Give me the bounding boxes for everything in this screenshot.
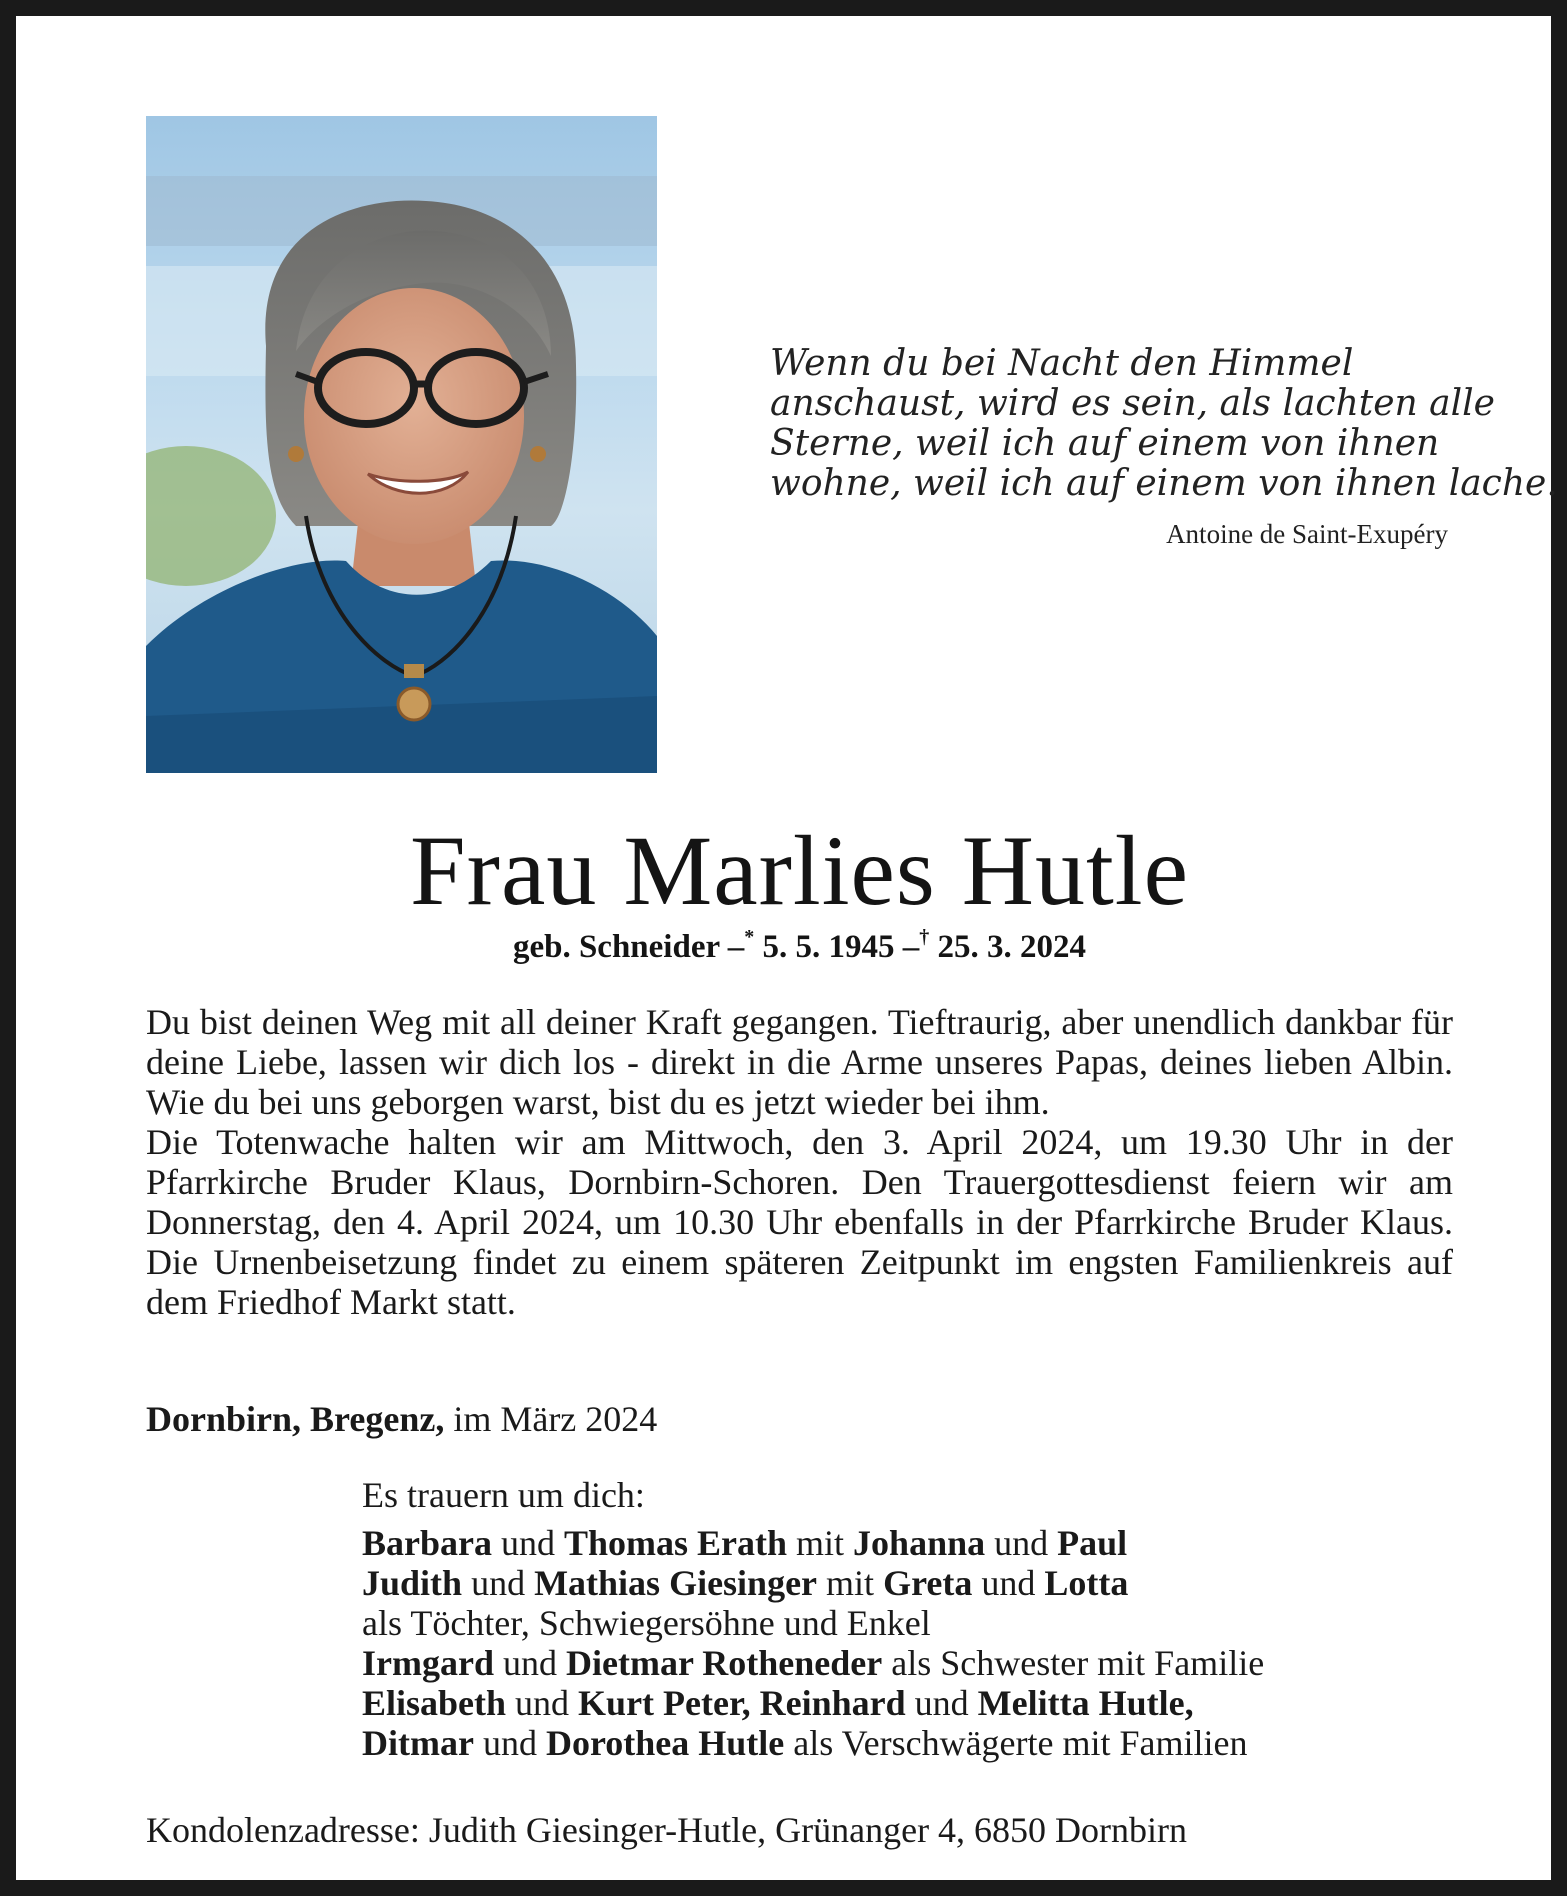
text-paragraph: Du bist deinen Weg mit all deiner Kraft gegangen. Tieftraurig, aber unendlich dankbar für deine Liebe, lassen wir dich los - direkt in die Arme unseres Papas, deines lieben Albin. Wie du bei uns geborgen warst, bist du es jetzt wieder bei ihm. bbox=[146, 1002, 1453, 1122]
mourners-row bbox=[362, 1523, 1462, 1563]
mourner-name: Johanna bbox=[853, 1523, 986, 1563]
obituary-text bbox=[146, 1002, 1453, 1322]
place-cities: Dornbirn, Bregenz, bbox=[146, 1399, 445, 1439]
mourner-name: Irmgard bbox=[362, 1643, 494, 1683]
portrait-image bbox=[146, 116, 657, 773]
mourners-intro: Es trauern um dich: bbox=[362, 1475, 645, 1515]
mourners-row bbox=[362, 1563, 1462, 1603]
mourners-row bbox=[362, 1683, 1462, 1723]
mourners-row bbox=[362, 1643, 1462, 1683]
death-symbol: † bbox=[919, 926, 930, 948]
connector: mit bbox=[826, 1563, 875, 1603]
quote-line: anschaust, wird es sein, als lachten alle bbox=[770, 383, 1495, 424]
mourner-name: Paul bbox=[1057, 1523, 1128, 1563]
mourner-name: Ditmar bbox=[362, 1723, 474, 1763]
quote-line: Wenn du bei Nacht den Himmel bbox=[770, 343, 1354, 384]
death-date: 25. 3. 2024 bbox=[937, 929, 1087, 965]
mourner-name: Thomas Erath bbox=[564, 1523, 788, 1563]
relation: als Verschwägerte mit Familien bbox=[793, 1723, 1248, 1763]
life-dates bbox=[16, 928, 1567, 966]
connector: und bbox=[994, 1523, 1049, 1563]
connector: und bbox=[502, 1643, 557, 1683]
quote-line: wohne, weil ich auf einem von ihnen lache. bbox=[770, 463, 1558, 504]
mourner-name: Kurt Peter, Reinhard bbox=[578, 1683, 906, 1723]
deceased-name: Frau Marlies Hutle bbox=[410, 815, 1189, 926]
birth-date: 5. 5. 1945 bbox=[762, 929, 895, 965]
quote-line: Sterne, weil ich auf einem von ihnen bbox=[770, 423, 1440, 464]
connector: und bbox=[515, 1683, 570, 1723]
birth-symbol: * bbox=[744, 926, 755, 948]
portrait-photo bbox=[146, 116, 657, 773]
quote-author: Antoine de Saint-Exupéry bbox=[1166, 519, 1448, 549]
text-paragraph: Die Totenwache halten wir am Mittwoch, den 3. April 2024, um 19.30 Uhr in der Pfarrkirche Bruder Klaus, Dornbirn-Schoren. Den Trauergottesdienst feiern wir am Donnerstag, den 4. April 2024, um 10.30 Uhr ebenfalls in der Pfarrkirche Bruder Klaus. Die Urnenbeisetzung findet zu einem späteren Zeitpunkt im engsten Familienkreis auf dem Friedhof Markt statt. bbox=[146, 1122, 1453, 1322]
birth-prefix: – bbox=[727, 929, 745, 965]
mourners-relation: als Töchter, Schwiegersöhne und Enkel bbox=[362, 1603, 931, 1643]
mourner-name: Barbara bbox=[362, 1523, 492, 1563]
relation: als Schwester mit Familie bbox=[891, 1643, 1265, 1683]
quote-block bbox=[770, 343, 1558, 504]
connector: und bbox=[482, 1723, 537, 1763]
mourner-name: Mathias Giesinger bbox=[534, 1563, 818, 1603]
condolence-address: Kondolenzadresse: Judith Giesinger-Hutle, Grünanger 4, 6850 Dornbirn bbox=[146, 1810, 1188, 1850]
mourner-name: Greta bbox=[883, 1563, 973, 1603]
connector: und bbox=[981, 1563, 1036, 1603]
mourner-name: Judith bbox=[362, 1563, 463, 1603]
connector: und bbox=[471, 1563, 526, 1603]
mourner-name: Dietmar Rotheneder bbox=[565, 1643, 883, 1683]
mourner-name: Melitta Hutle, bbox=[977, 1683, 1194, 1723]
mourner-name: Lotta bbox=[1044, 1563, 1129, 1603]
connector: mit bbox=[796, 1523, 845, 1563]
maiden-name: geb. Schneider bbox=[512, 929, 720, 965]
connector: und bbox=[501, 1523, 555, 1563]
mourners-block bbox=[362, 1475, 1462, 1763]
mourner-name: Elisabeth bbox=[362, 1683, 507, 1723]
mourner-name: Dorothea Hutle bbox=[545, 1723, 785, 1763]
mourners-row bbox=[362, 1723, 1462, 1763]
place-date: im März 2024 bbox=[453, 1399, 658, 1439]
connector: und bbox=[914, 1683, 969, 1723]
place-date-line bbox=[146, 1398, 1446, 1440]
death-prefix: – bbox=[902, 929, 920, 965]
